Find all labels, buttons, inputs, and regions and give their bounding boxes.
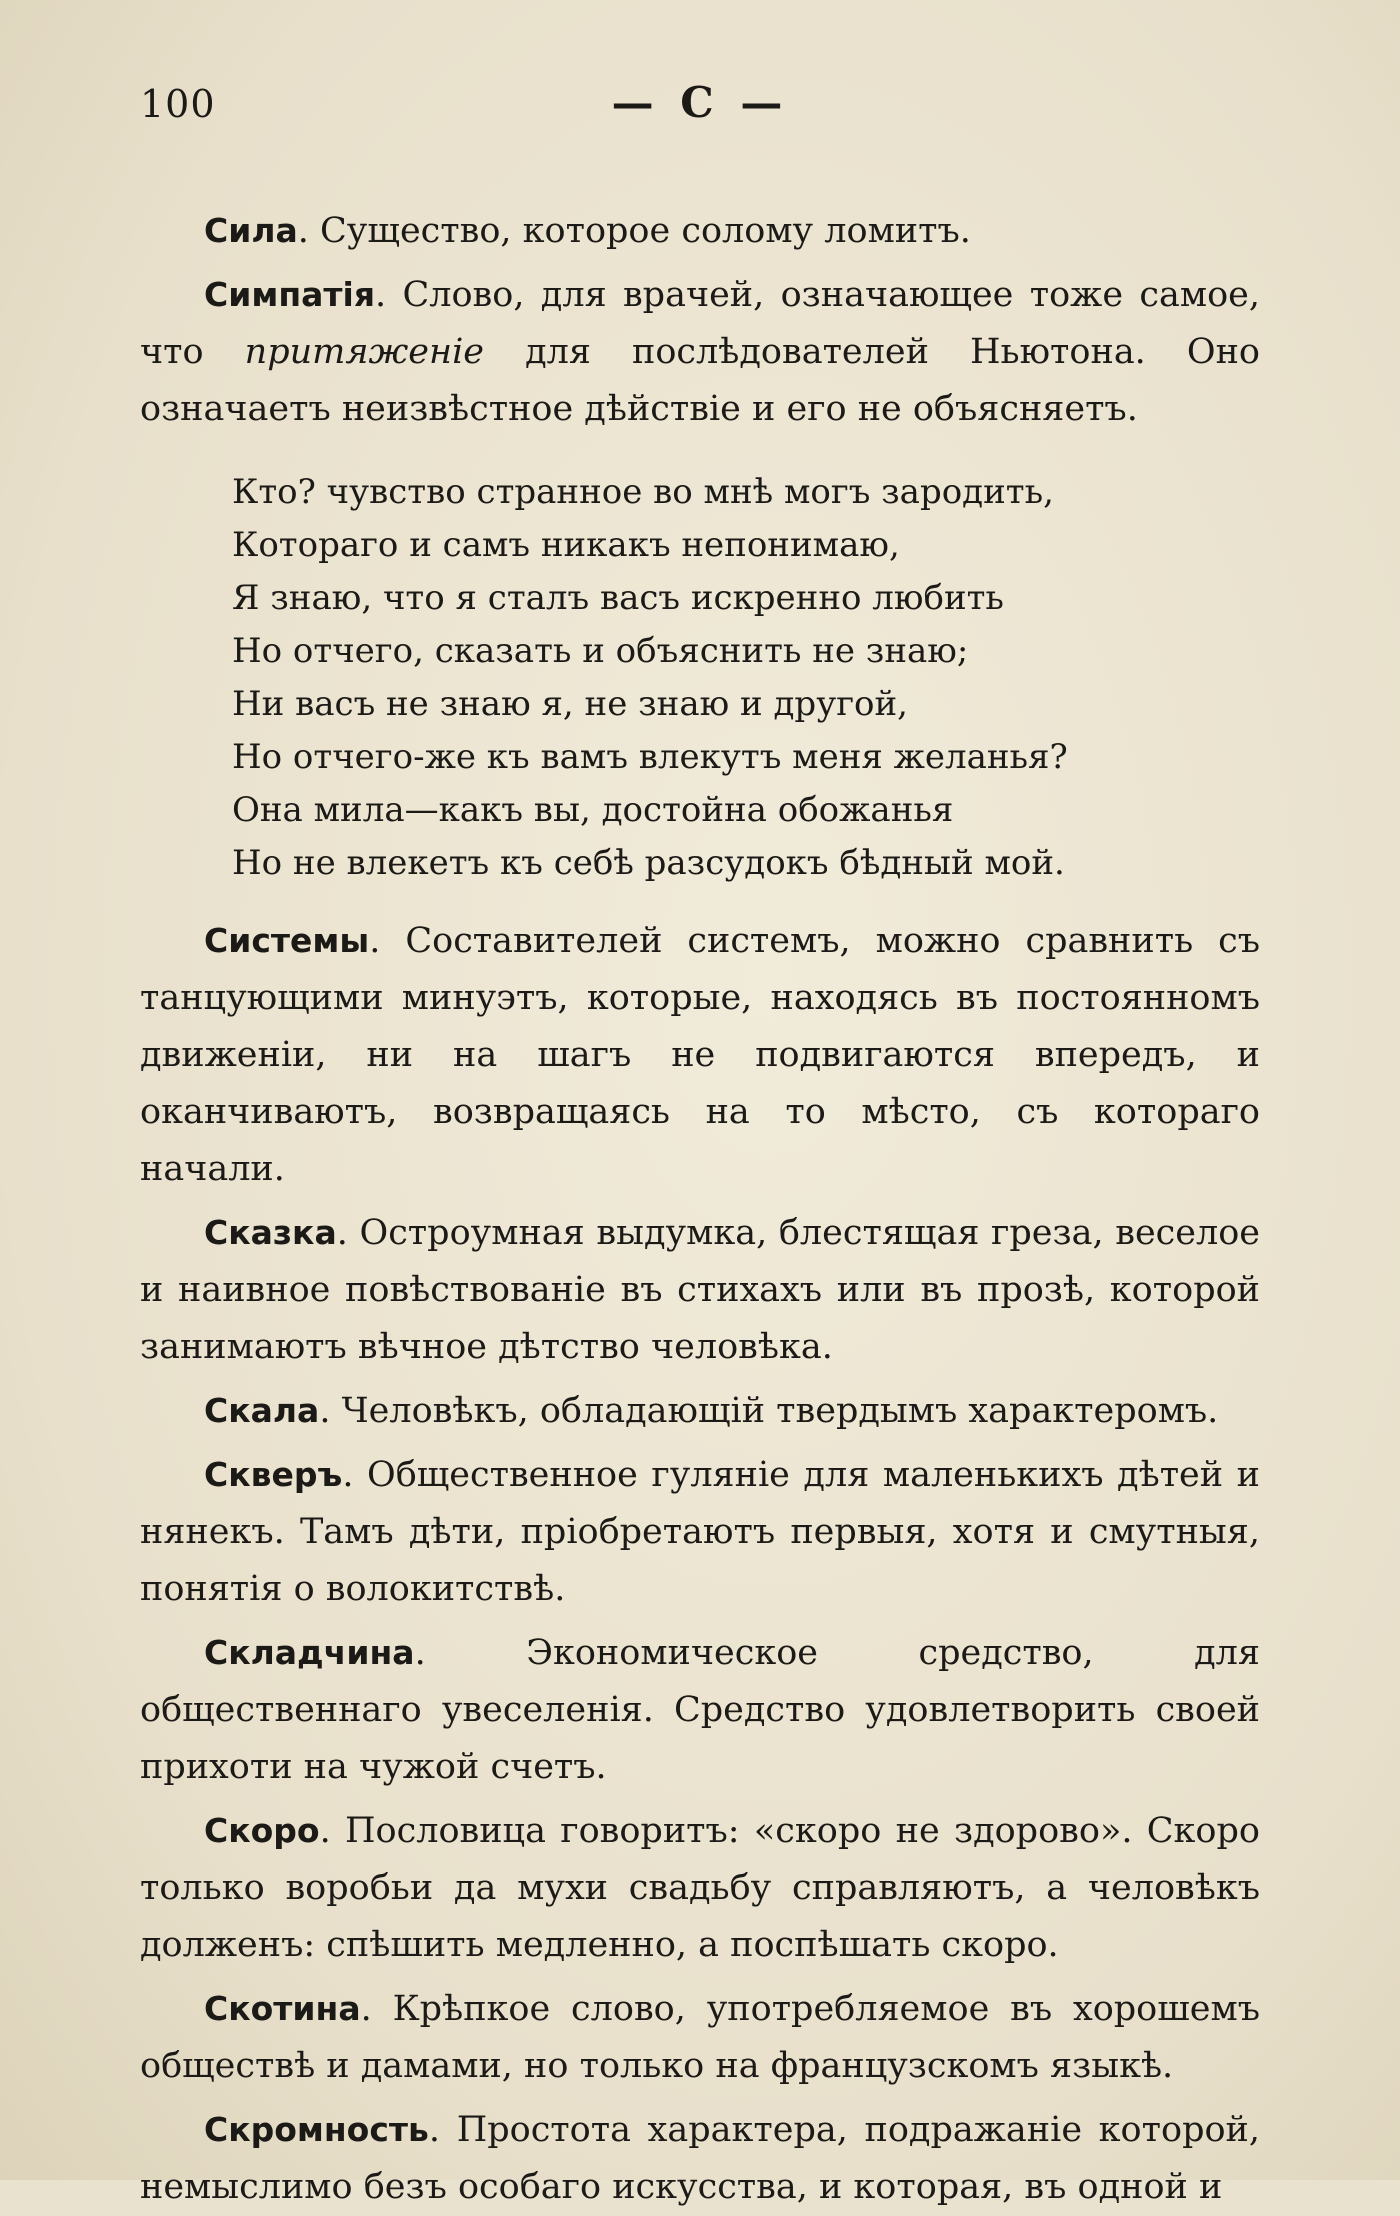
entry-text: . Простота характера, подражаніе которой, немыслимо безъ особаго искусства, и которая, въ одной и <box>140 2110 1260 2207</box>
entry-text: . Экономическое средство, для общественнаго увеселенія. Средство удовлетворить своей прихоти на чужой счетъ. <box>140 1633 1260 1787</box>
entry-skladchina <box>140 1624 1260 1796</box>
entry-text: . Пословица говоритъ: «скоро не здорово». Скоро только воробьи да мухи свадьбу справляютъ, а человѣкъ долженъ: спѣшить медленно, а поспѣшать скоро. <box>140 1811 1260 1965</box>
page-number: 100 <box>140 82 216 126</box>
poem-line: Ни васъ не знаю я, не знаю и другой, <box>232 684 908 724</box>
entry-term: Системы <box>204 921 370 960</box>
entry-term: Скотина <box>204 1989 361 2028</box>
section-letter: — С — <box>611 78 789 127</box>
poem-line: Котораго и самъ никакъ непонимаю, <box>232 525 900 565</box>
entry-text: . Существо, которое солому ломитъ. <box>297 211 971 251</box>
entry-text: . Слово, для врачей, означающее тоже самое, что <box>140 275 1260 372</box>
dictionary-entries <box>140 202 1260 2216</box>
entry-text: . Крѣпкое слово, употребляемое въ хорошемъ обществѣ и дамами, но только на французскомъ языкѣ. <box>140 1989 1260 2086</box>
poem-line: Но отчего, сказать и объяснить не знаю; <box>232 631 969 671</box>
entry-text: . Составителей системъ, можно сравнить съ танцующими минуэтъ, которые, находясь въ постоянномъ движеніи, ни на шагъ не подвигаются впередъ, и оканчиваютъ, возвращаясь на то мѣсто, съ котораго начали. <box>140 921 1260 1189</box>
entry-skazka <box>140 1204 1260 1376</box>
poem-line: Но отчего-же къ вамъ влекутъ меня желанья? <box>232 737 1068 777</box>
entry-text: . Остроумная выдумка, блестящая греза, веселое и наивное повѣствованіе въ стихахъ или въ прозѣ, которой занимаютъ вѣчное дѣтство человѣка. <box>140 1213 1260 1367</box>
entry-skoro <box>140 1802 1260 1974</box>
entry-skotina <box>140 1980 1260 2095</box>
entry-text: . Человѣкъ, обладающій твердымъ характеромъ. <box>319 1391 1219 1431</box>
poem-quote <box>232 466 1260 890</box>
entry-skver <box>140 1446 1260 1618</box>
entry-emphasis: притяженіе <box>244 332 484 372</box>
poem-line: Она мила—какъ вы, достойна обожанья <box>232 790 954 830</box>
page-header <box>140 72 1260 142</box>
poem-line: Я знаю, что я сталъ васъ искренно любить <box>232 578 1004 618</box>
entry-term: Скоро <box>204 1811 320 1850</box>
entry-term: Скала <box>204 1391 320 1430</box>
entry-term: Скромность <box>204 2110 429 2149</box>
poem-line: Но не влекетъ къ себѣ разсудокъ бѣдный мой. <box>232 843 1065 883</box>
entry-term: Сказка <box>204 1213 337 1252</box>
entry-text: . Общественное гуляніе для маленькихъ дѣтей и нянекъ. Тамъ дѣти, пріобретаютъ первыя, хотя и смутныя, понятія о волокитствѣ. <box>140 1455 1260 1609</box>
entry-term: Сила <box>204 211 298 250</box>
entry-term: Симпатія <box>204 275 376 314</box>
entry-text: для послѣдователей Ньютона. Оно означаетъ неизвѣстное дѣйствіе и его не объясняетъ. <box>140 332 1260 429</box>
entry-term: Складчина <box>204 1633 415 1672</box>
entry-skala <box>140 1382 1260 1440</box>
poem-line: Кто? чувство странное во мнѣ могъ зародить, <box>232 472 1054 512</box>
entry-term: Скверъ <box>204 1455 343 1494</box>
entry-skromnost <box>140 2101 1260 2216</box>
entry-sistemy <box>140 912 1260 1198</box>
entry-sila <box>140 202 1260 260</box>
entry-simpatiya <box>140 266 1260 438</box>
